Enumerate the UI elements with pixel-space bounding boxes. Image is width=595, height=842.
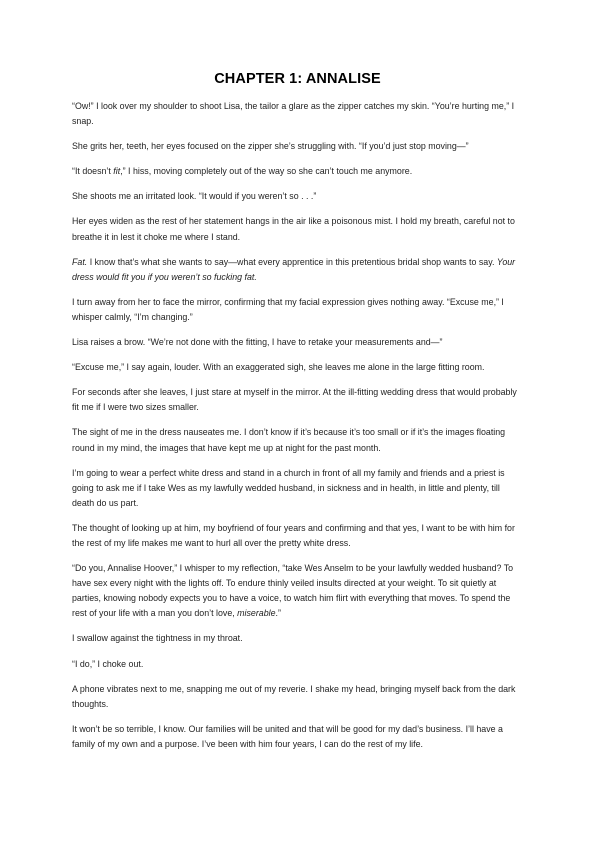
body-paragraph — [72, 561, 523, 621]
text-run: The thought of looking up at him, my boyfriend of four years and confirming and that yes, I want to be with him for the rest of my life makes me want to hurl all over the pretty white dress. — [72, 522, 515, 548]
body-paragraph — [72, 255, 523, 285]
text-run: She shoots me an irritated look. “It would if you weren’t so . . .” — [72, 191, 317, 202]
body-paragraph — [72, 631, 523, 646]
body-paragraph — [72, 189, 523, 204]
text-run: “Ow!” I look over my shoulder to shoot Lisa, the tailor a glare as the zipper catches my skin. “You’re hurting me,” I snap. — [72, 101, 515, 127]
text-run: I’m going to wear a perfect white dress and stand in a church in front of all my family and friends and a priest is going to ask me if I take Wes as my lawfully wedded husband, in sickness and in health, in little and plenty, till death do us part. — [72, 467, 505, 508]
chapter-body — [72, 99, 523, 752]
body-paragraph — [72, 99, 523, 129]
text-run: “I do,” I choke out. — [72, 658, 144, 669]
text-run: “It doesn’t — [72, 166, 114, 177]
body-paragraph — [72, 214, 523, 244]
text-run: .” — [275, 608, 281, 619]
text-run: Lisa raises a brow. “We’re not done with the fitting, I have to retake your measurements and—” — [72, 337, 443, 348]
text-run: For seconds after she leaves, I just stare at myself in the mirror. At the ill-fitting wedding dress that would probably fit me if I were two sizes smaller. — [72, 387, 517, 413]
text-run: “Do you, Annalise Hoover,” I whisper to my reflection, “take Wes Anselm to be your lawfully wedded husband? To have sex every night with the lights off. To endure thinly veiled insults directed at your weight. To sit quietly at parties, knowing nobody expects you to have a voice, to watch him flirt with everything that moves. To spend the rest of your life with a man you don’t love, — [72, 563, 514, 619]
text-run: She grits her, teeth, her eyes focused on the zipper she’s struggling with. “If you’d just stop moving—” — [72, 141, 469, 152]
body-paragraph — [72, 335, 523, 350]
italic-text: Your dress would fit you if you weren’t so fucking fat. — [72, 256, 516, 282]
text-run: ,” I hiss, moving completely out of the way so she can’t touch me anymore. — [120, 166, 413, 177]
chapter-title: CHAPTER 1: ANNALISE — [214, 71, 381, 87]
body-paragraph — [72, 657, 523, 672]
body-paragraph — [72, 722, 523, 752]
text-run: It won’t be so terrible, I know. Our families will be united and that will be good for my dad’s business. I’ll have a family of my own and a purpose. I’ve been with him four years, I can do the rest of my life. — [72, 723, 503, 749]
italic-text: fit — [113, 166, 121, 177]
text-run: I turn away from her to face the mirror, confirming that my facial expression gives nothing away. “Excuse me,” I whisper calmly, “I’m changing.” — [72, 296, 504, 322]
body-paragraph — [72, 521, 523, 551]
text-run: “Excuse me,” I say again, louder. With an exaggerated sigh, she leaves me alone in the large fitting room. — [72, 362, 485, 373]
text-run: A phone vibrates next to me, snapping me out of my reverie. I shake my head, bringing myself back from the dark thoughts. — [72, 683, 516, 709]
body-paragraph — [72, 139, 523, 154]
body-paragraph — [72, 385, 523, 415]
text-run: I swallow against the tightness in my throat. — [72, 633, 243, 644]
text-run: The sight of me in the dress nauseates me. I don’t know if it’s because it’s too small or if it’s the images floating round in my mind, the images that have kept me up at night for the past month. — [72, 427, 506, 453]
text-run: Her eyes widen as the rest of her statement hangs in the air like a poisonous mist. I hold my breath, careful not to breathe it in lest it choke me where I stand. — [72, 216, 515, 242]
text-run: I know that’s what she wants to say—what every apprentice in this pretentious bridal shop wants to say. — [87, 256, 497, 267]
italic-text: miserable — [237, 608, 276, 619]
body-paragraph — [72, 360, 523, 375]
body-paragraph — [72, 425, 523, 455]
body-paragraph — [72, 295, 523, 325]
italic-text: Fat. — [72, 256, 88, 267]
body-paragraph — [72, 682, 523, 712]
body-paragraph — [72, 164, 523, 179]
body-paragraph — [72, 466, 523, 511]
